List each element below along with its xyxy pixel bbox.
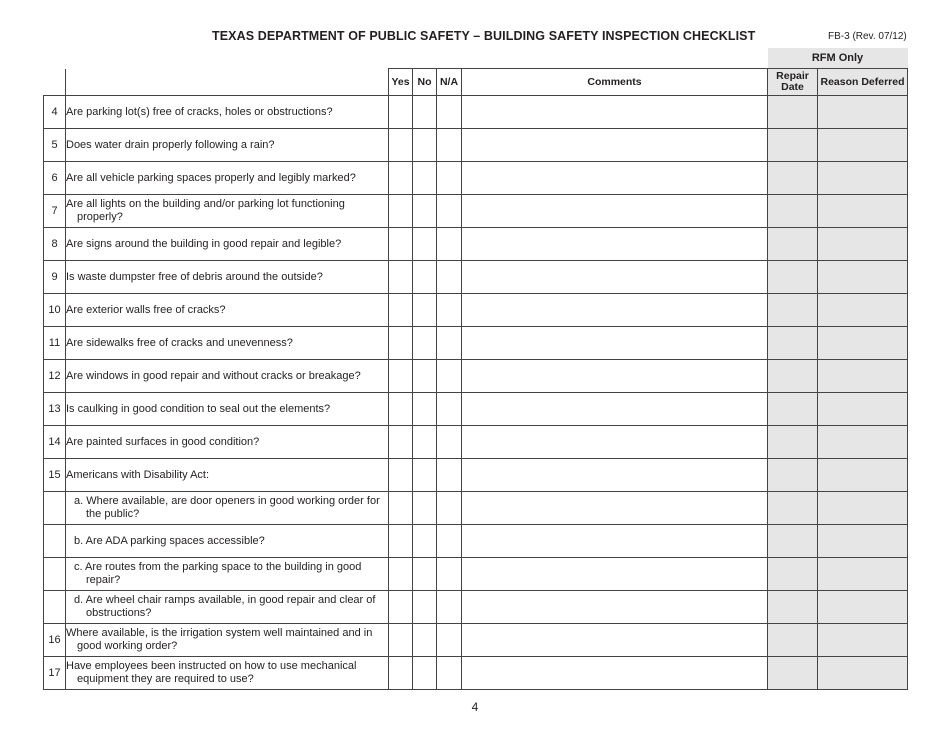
- comments-cell[interactable]: [462, 459, 768, 492]
- repair-date-cell[interactable]: [768, 657, 818, 690]
- reason-deferred-cell[interactable]: [818, 294, 908, 327]
- na-checkbox-cell[interactable]: [437, 426, 462, 459]
- yes-checkbox-cell[interactable]: [389, 195, 413, 228]
- item-question: [66, 162, 389, 195]
- repair-date-cell[interactable]: [768, 195, 818, 228]
- reason-deferred-cell[interactable]: [818, 459, 908, 492]
- checklist-row: [44, 96, 908, 129]
- repair-date-cell[interactable]: [768, 558, 818, 591]
- na-checkbox-cell[interactable]: [437, 492, 462, 525]
- item-question: [66, 393, 389, 426]
- no-checkbox-cell[interactable]: [413, 195, 437, 228]
- na-checkbox-cell[interactable]: [437, 558, 462, 591]
- item-question: [66, 360, 389, 393]
- item-number: 12: [44, 360, 66, 393]
- no-checkbox-cell[interactable]: [413, 558, 437, 591]
- comments-cell[interactable]: [462, 294, 768, 327]
- col-reason-deferred: Reason Deferred: [818, 69, 908, 96]
- item-question-text: Is waste dumpster free of debris around the outside?: [66, 270, 323, 283]
- checklist-row: [44, 624, 908, 657]
- yes-checkbox-cell[interactable]: [389, 162, 413, 195]
- no-checkbox-cell[interactable]: [413, 162, 437, 195]
- reason-deferred-cell[interactable]: [818, 624, 908, 657]
- item-question: [66, 228, 389, 261]
- no-checkbox-cell[interactable]: [413, 360, 437, 393]
- item-number: [44, 558, 66, 591]
- repair-date-cell[interactable]: [768, 294, 818, 327]
- yes-checkbox-cell[interactable]: [389, 591, 413, 624]
- item-question: [66, 525, 389, 558]
- reason-deferred-cell[interactable]: [818, 228, 908, 261]
- reason-deferred-cell[interactable]: [818, 162, 908, 195]
- item-number: 15: [44, 459, 66, 492]
- yes-checkbox-cell[interactable]: [389, 129, 413, 162]
- checklist-row: [44, 129, 908, 162]
- na-checkbox-cell[interactable]: [437, 195, 462, 228]
- repair-date-cell[interactable]: [768, 162, 818, 195]
- item-number: [44, 525, 66, 558]
- item-question: [66, 558, 389, 591]
- checklist-row: [44, 294, 908, 327]
- column-header-row: [44, 69, 908, 96]
- item-number: 16: [44, 624, 66, 657]
- comments-cell[interactable]: [462, 360, 768, 393]
- item-number: [44, 492, 66, 525]
- na-checkbox-cell[interactable]: [437, 327, 462, 360]
- checklist-row: [44, 591, 908, 624]
- item-number: 9: [44, 261, 66, 294]
- na-checkbox-cell[interactable]: [437, 162, 462, 195]
- item-number: 14: [44, 426, 66, 459]
- repair-date-cell[interactable]: [768, 492, 818, 525]
- yes-checkbox-cell[interactable]: [389, 393, 413, 426]
- item-number: 8: [44, 228, 66, 261]
- item-question-text: b. Are ADA parking spaces accessible?: [74, 534, 265, 547]
- checklist-row: [44, 195, 908, 228]
- repair-date-cell[interactable]: [768, 327, 818, 360]
- item-question: [66, 261, 389, 294]
- yes-checkbox-cell[interactable]: [389, 261, 413, 294]
- item-question-text: Are signs around the building in good repair and legible?: [66, 237, 342, 250]
- item-number: 4: [44, 96, 66, 129]
- comments-cell[interactable]: [462, 195, 768, 228]
- item-question: [66, 492, 389, 525]
- reason-deferred-cell[interactable]: [818, 360, 908, 393]
- no-checkbox-cell[interactable]: [413, 393, 437, 426]
- item-question: [66, 657, 389, 690]
- item-number: 10: [44, 294, 66, 327]
- item-question: [66, 327, 389, 360]
- na-checkbox-cell[interactable]: [437, 624, 462, 657]
- item-number: 6: [44, 162, 66, 195]
- item-question: [66, 96, 389, 129]
- yes-checkbox-cell[interactable]: [389, 459, 413, 492]
- reason-deferred-cell[interactable]: [818, 96, 908, 129]
- item-question: [66, 195, 389, 228]
- item-question-text: Where available, is the irrigation system well maintained and in good working order?: [66, 627, 373, 652]
- col-yes: Yes: [389, 69, 413, 96]
- item-number: 11: [44, 327, 66, 360]
- item-question-text: Americans with Disability Act:: [66, 468, 210, 481]
- no-checkbox-cell[interactable]: [413, 96, 437, 129]
- repair-date-cell[interactable]: [768, 591, 818, 624]
- comments-cell[interactable]: [462, 525, 768, 558]
- checklist-row: [44, 162, 908, 195]
- col-no: No: [413, 69, 437, 96]
- repair-date-cell[interactable]: [768, 426, 818, 459]
- inspection-checklist-table: [43, 48, 908, 690]
- reason-deferred-cell[interactable]: [818, 558, 908, 591]
- na-checkbox-cell[interactable]: [437, 393, 462, 426]
- checklist-row: [44, 261, 908, 294]
- item-question: [66, 294, 389, 327]
- item-question: [66, 129, 389, 162]
- item-question-text: Are exterior walls free of cracks?: [66, 303, 226, 316]
- yes-checkbox-cell[interactable]: [389, 558, 413, 591]
- checklist-row: [44, 393, 908, 426]
- form-title: TEXAS DEPARTMENT OF PUBLIC SAFETY – BUILDING SAFETY INSPECTION CHECKLIST: [212, 29, 756, 43]
- yes-checkbox-cell[interactable]: [389, 525, 413, 558]
- yes-checkbox-cell[interactable]: [389, 228, 413, 261]
- item-number: [44, 591, 66, 624]
- repair-date-cell[interactable]: [768, 96, 818, 129]
- no-checkbox-cell[interactable]: [413, 294, 437, 327]
- item-question-text: Does water drain properly following a rain?: [66, 138, 275, 151]
- item-question-text: Are sidewalks free of cracks and unevenness?: [66, 336, 293, 349]
- reason-deferred-cell[interactable]: [818, 591, 908, 624]
- item-question-text: d. Are wheel chair ramps available, in good repair and clear of obstructions?: [74, 594, 376, 619]
- form-number: FB-3 (Rev. 07/12): [828, 31, 907, 42]
- repair-date-cell[interactable]: [768, 393, 818, 426]
- page-number: 4: [471, 700, 479, 714]
- comments-cell[interactable]: [462, 129, 768, 162]
- item-question-text: a. Where available, are door openers in good working order for the public?: [74, 495, 380, 520]
- repair-date-cell[interactable]: [768, 129, 818, 162]
- repair-date-cell[interactable]: [768, 261, 818, 294]
- no-checkbox-cell[interactable]: [413, 591, 437, 624]
- item-question-text: Are painted surfaces in good condition?: [66, 435, 260, 448]
- comments-cell[interactable]: [462, 558, 768, 591]
- yes-checkbox-cell[interactable]: [389, 492, 413, 525]
- comments-cell[interactable]: [462, 657, 768, 690]
- item-question-text: Have employees been instructed on how to use mechanical equipment they are required to use?: [66, 660, 357, 685]
- rfm-only-header: RFM Only: [768, 48, 908, 69]
- reason-deferred-cell[interactable]: [818, 327, 908, 360]
- reason-deferred-cell[interactable]: [818, 261, 908, 294]
- item-question-text: Are windows in good repair and without cracks or breakage?: [66, 369, 361, 382]
- repair-date-cell[interactable]: [768, 624, 818, 657]
- no-checkbox-cell[interactable]: [413, 228, 437, 261]
- yes-checkbox-cell[interactable]: [389, 624, 413, 657]
- yes-checkbox-cell[interactable]: [389, 426, 413, 459]
- item-number: 13: [44, 393, 66, 426]
- checklist-row: [44, 228, 908, 261]
- reason-deferred-cell[interactable]: [818, 129, 908, 162]
- item-number: 5: [44, 129, 66, 162]
- no-checkbox-cell[interactable]: [413, 261, 437, 294]
- item-question-text: Are all vehicle parking spaces properly and legibly marked?: [66, 171, 356, 184]
- checklist-row: [44, 657, 908, 690]
- item-number: 17: [44, 657, 66, 690]
- reason-deferred-cell[interactable]: [818, 393, 908, 426]
- comments-cell[interactable]: [462, 96, 768, 129]
- item-question: [66, 591, 389, 624]
- yes-checkbox-cell[interactable]: [389, 657, 413, 690]
- na-checkbox-cell[interactable]: [437, 657, 462, 690]
- repair-date-cell[interactable]: [768, 360, 818, 393]
- item-question-text: Is caulking in good condition to seal out the elements?: [66, 402, 331, 415]
- no-checkbox-cell[interactable]: [413, 129, 437, 162]
- no-checkbox-cell[interactable]: [413, 657, 437, 690]
- reason-deferred-cell[interactable]: [818, 195, 908, 228]
- checklist-row: [44, 459, 908, 492]
- na-checkbox-cell[interactable]: [437, 591, 462, 624]
- na-checkbox-cell[interactable]: [437, 228, 462, 261]
- comments-cell[interactable]: [462, 591, 768, 624]
- no-checkbox-cell[interactable]: [413, 327, 437, 360]
- item-question: [66, 426, 389, 459]
- checklist-row: [44, 327, 908, 360]
- na-checkbox-cell[interactable]: [437, 294, 462, 327]
- item-number: 7: [44, 195, 66, 228]
- comments-cell[interactable]: [462, 624, 768, 657]
- na-checkbox-cell[interactable]: [437, 360, 462, 393]
- no-checkbox-cell[interactable]: [413, 492, 437, 525]
- comments-cell[interactable]: [462, 228, 768, 261]
- na-checkbox-cell[interactable]: [437, 525, 462, 558]
- checklist-row: [44, 558, 908, 591]
- comments-cell[interactable]: [462, 492, 768, 525]
- checklist-row: [44, 426, 908, 459]
- na-checkbox-cell[interactable]: [437, 459, 462, 492]
- no-checkbox-cell[interactable]: [413, 426, 437, 459]
- col-comments: Comments: [462, 69, 768, 96]
- repair-date-cell[interactable]: [768, 525, 818, 558]
- repair-date-cell[interactable]: [768, 459, 818, 492]
- comments-cell[interactable]: [462, 426, 768, 459]
- col-na: N/A: [437, 69, 462, 96]
- comments-cell[interactable]: [462, 261, 768, 294]
- yes-checkbox-cell[interactable]: [389, 294, 413, 327]
- no-checkbox-cell[interactable]: [413, 525, 437, 558]
- yes-checkbox-cell[interactable]: [389, 327, 413, 360]
- yes-checkbox-cell[interactable]: [389, 360, 413, 393]
- na-checkbox-cell[interactable]: [437, 96, 462, 129]
- checklist-row: [44, 360, 908, 393]
- col-repair-date: Repair Date: [768, 69, 818, 96]
- item-question-text: Are all lights on the building and/or parking lot functioning properly?: [66, 198, 345, 223]
- no-checkbox-cell[interactable]: [413, 459, 437, 492]
- yes-checkbox-cell[interactable]: [389, 96, 413, 129]
- no-checkbox-cell[interactable]: [413, 624, 437, 657]
- item-question-text: Are parking lot(s) free of cracks, holes or obstructions?: [66, 105, 333, 118]
- item-question-text: c. Are routes from the parking space to the building in good repair?: [74, 561, 362, 586]
- checklist-row: [44, 492, 908, 525]
- item-question: [66, 624, 389, 657]
- comments-cell[interactable]: [462, 162, 768, 195]
- na-checkbox-cell[interactable]: [437, 129, 462, 162]
- repair-date-cell[interactable]: [768, 228, 818, 261]
- checklist-row: [44, 525, 908, 558]
- comments-cell[interactable]: [462, 393, 768, 426]
- item-question: [66, 459, 389, 492]
- reason-deferred-cell[interactable]: [818, 492, 908, 525]
- reason-deferred-cell[interactable]: [818, 525, 908, 558]
- reason-deferred-cell[interactable]: [818, 657, 908, 690]
- na-checkbox-cell[interactable]: [437, 261, 462, 294]
- reason-deferred-cell[interactable]: [818, 426, 908, 459]
- comments-cell[interactable]: [462, 327, 768, 360]
